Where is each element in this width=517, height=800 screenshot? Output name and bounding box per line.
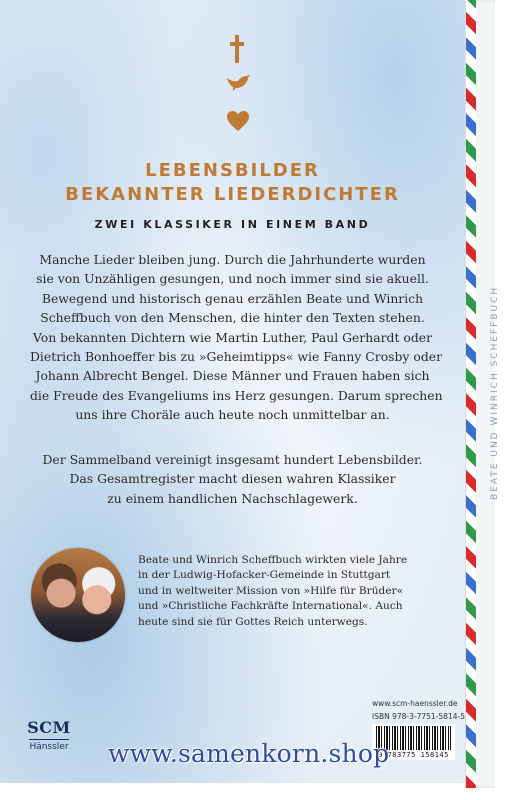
dove-icon xyxy=(225,72,251,92)
publisher-url: www.scm-haenssler.de xyxy=(372,699,458,708)
shop-watermark: www.samenkorn.shop xyxy=(108,739,390,768)
summary-paragraph xyxy=(30,450,435,508)
description-line: Von bekannten Dichtern wie Martin Luther, Paul Gerhardt oder xyxy=(32,329,433,345)
spine-author-text: BEATE UND WINRICH SCHEFFBUCH xyxy=(490,285,500,500)
summary-line: Der Sammelband vereinigt insgesamt hundert Lebensbilder. xyxy=(42,452,423,467)
bio-line: heute sind sie für Gottes Reich unterwegs. xyxy=(138,615,368,628)
description-line: Bewegend und historisch genau erzählen Beate und Winrich xyxy=(41,290,424,306)
title-line-1: LEBENSBILDER xyxy=(145,160,320,181)
publisher-logo xyxy=(24,718,74,752)
description-line: Johann Albrecht Bengel. Diese Männer und Frauen haben sich xyxy=(35,368,430,384)
description-line: uns ihre Choräle auch heute noch unmittelbar an. xyxy=(75,407,390,423)
description-line: sie von Unzähligen gesungen, und noch immer sind sie akuell. xyxy=(36,271,429,287)
description-line: Manche Lieder bleiben jung. Durch die Jahrhunderte wurden xyxy=(39,252,426,267)
bio-line: in der Ludwig-Hofacker-Gemeinde in Stuttgart xyxy=(138,569,391,582)
summary-line: Das Gesamtregister macht diesen wahren Klassiker xyxy=(69,471,396,487)
barcode-digits: 9 783775 158145 xyxy=(378,751,449,759)
author-photo xyxy=(31,548,125,642)
cross-icon xyxy=(230,35,244,63)
description-line: Scheffbuch von den Menschen, die hinter den Texten stehen. xyxy=(40,310,425,326)
description-line: Dietrich Bonhoeffer bis zu »Geheimtipps« wie Fanny Crosby oder xyxy=(30,349,443,365)
subtitle: ZWEI KLASSIKER IN EINEM BAND xyxy=(94,218,371,231)
bio-line: und in weltweiter Mission von »Hilfe für Brüder« xyxy=(138,584,404,597)
publisher-logo-bottom: Hänssler xyxy=(29,742,69,752)
isbn: ISBN 978-3-7751-5814-5 xyxy=(372,712,465,721)
publisher-logo-divider xyxy=(29,739,69,740)
title-line-2: BEKANNTER LIEDERDICHTER xyxy=(65,184,400,205)
description-line: die Freude des Evangeliums ins Herz gesungen. Darum sprechen xyxy=(30,387,443,403)
airmail-stripes xyxy=(466,0,476,788)
author-bio xyxy=(138,553,448,630)
heart-icon xyxy=(226,110,250,132)
bio-line: und »Christliche Fachkräfte International«. Auch xyxy=(138,600,403,613)
summary-line: zu einem handlichen Nachschlagewerk. xyxy=(107,490,358,506)
bio-line: Beate und Winrich Scheffbuch wirkten viele Jahre xyxy=(138,554,408,566)
description-paragraph xyxy=(30,250,443,425)
publisher-logo-top: SCM xyxy=(27,718,71,737)
